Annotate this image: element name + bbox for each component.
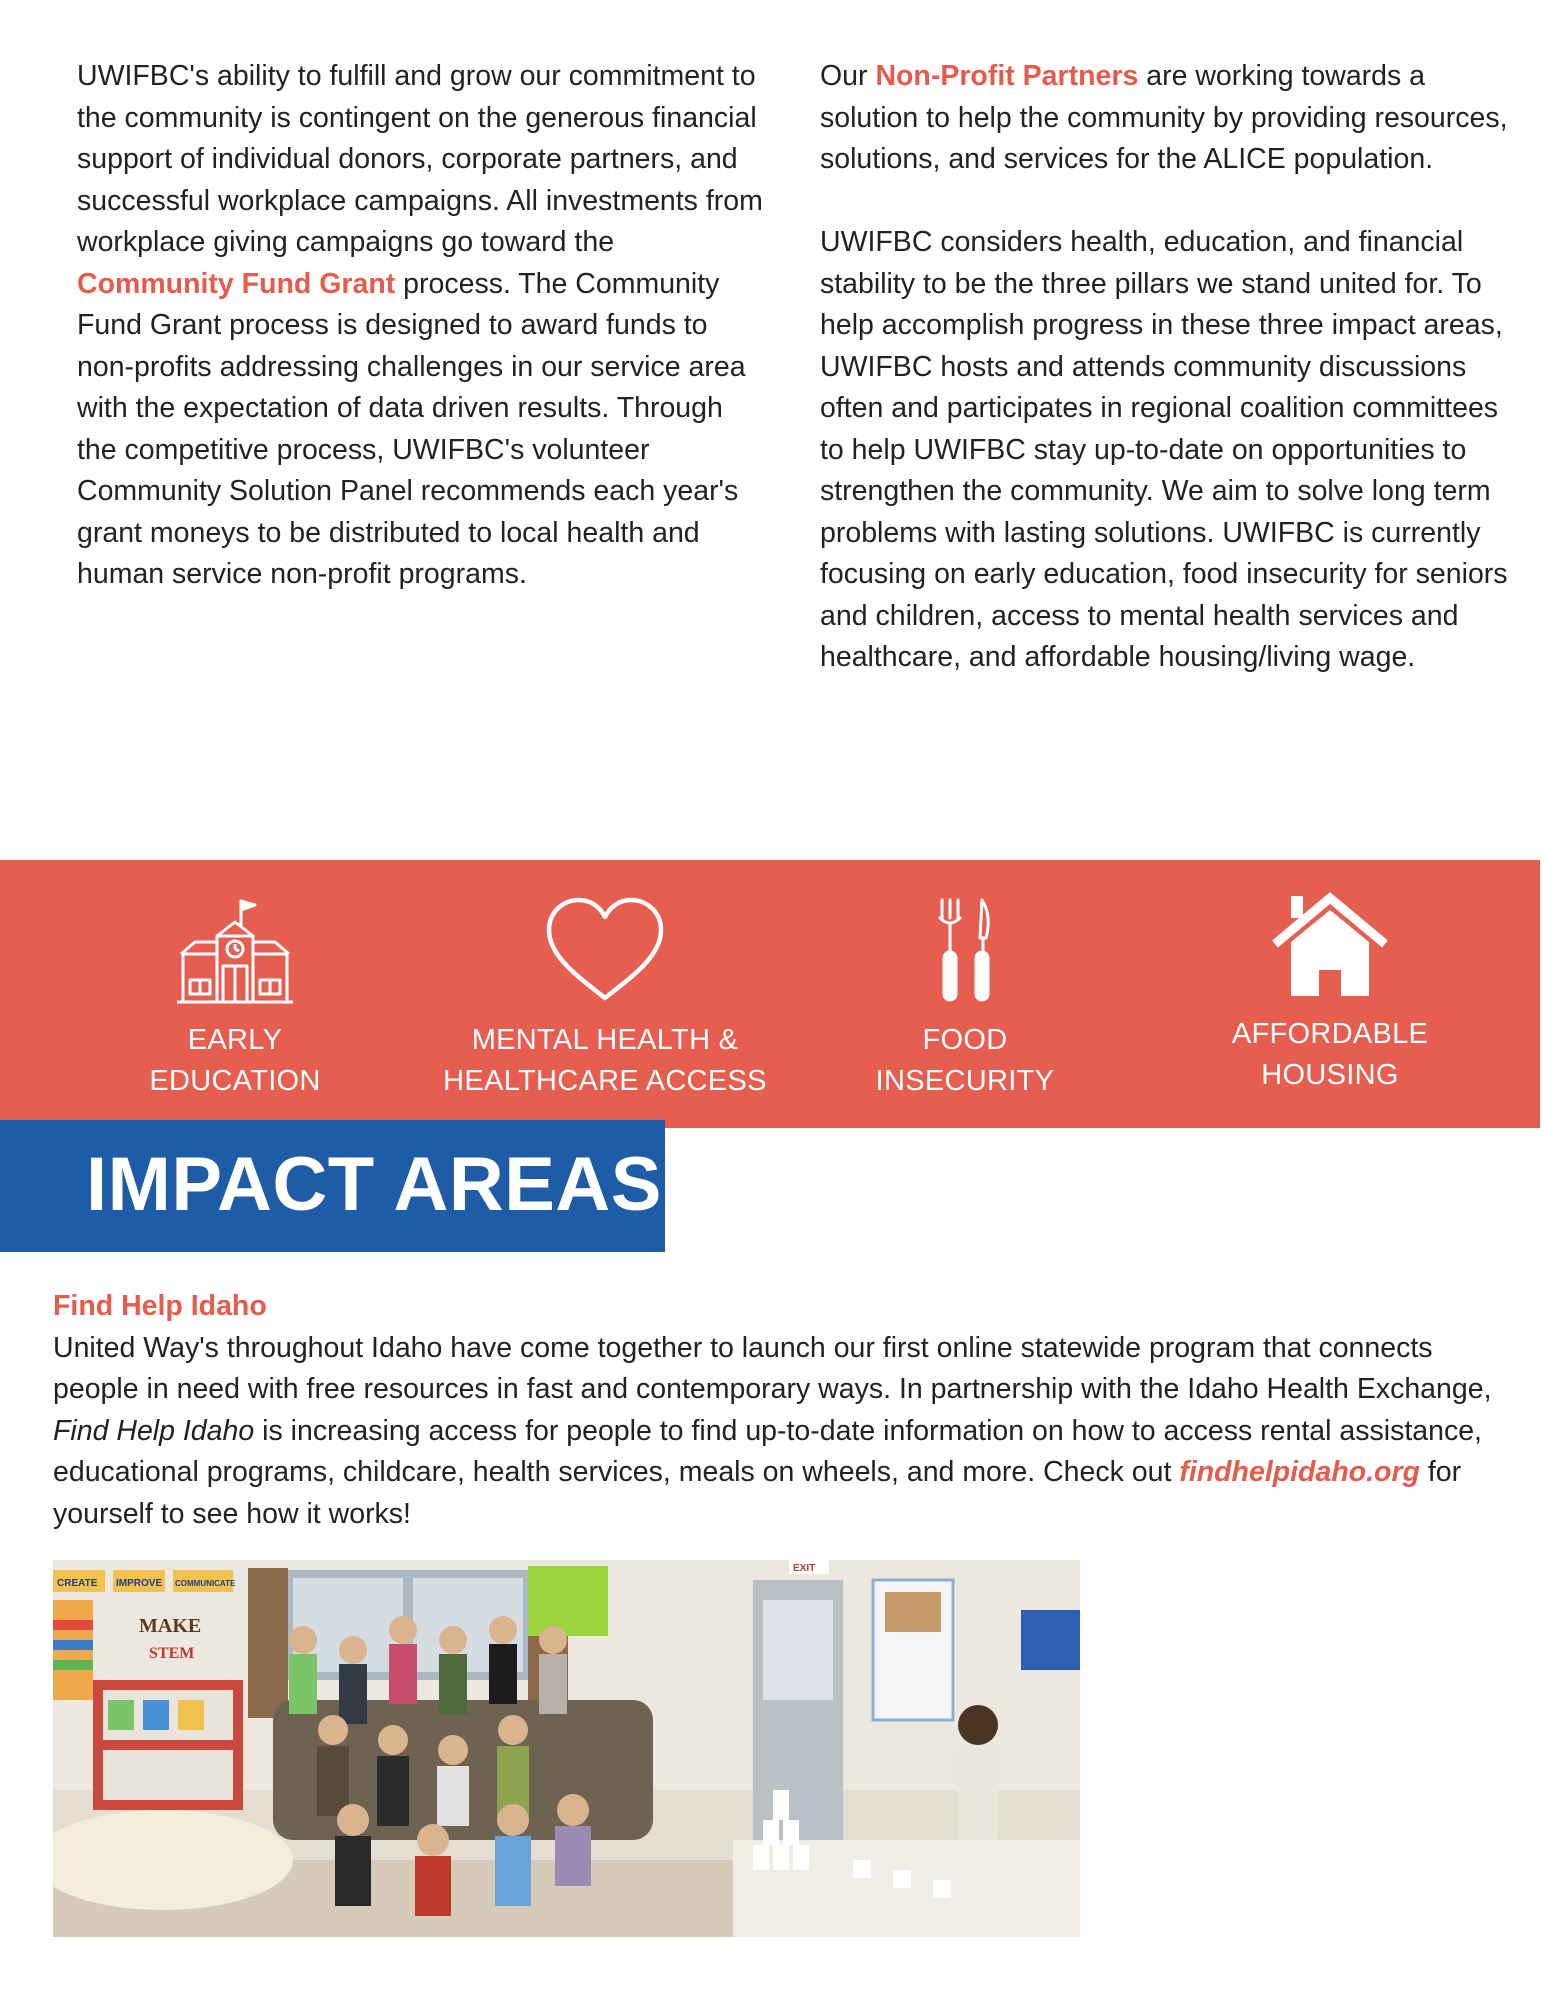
impact-area-food-insecurity [840,860,1090,1102]
impact-area-label-line2: INSECURITY [875,1065,1055,1097]
impact-area-label-line2: HEALTHCARE ACCESS [443,1065,767,1097]
find-help-paragraph: United Way's throughout Idaho have come together to launch our first online statewide program that connects people in need with free resources in fast and contemporary ways. In partnership with the Idaho Health Exchange, Find Help Idaho is increasing access for people to find up-to-date information on how to access rental assistance, educational programs, childcare, health services, meals on wheels, and more. Check out findhelpidaho.org for yourself to see how it works! [53,1331,1492,1530]
photo-sign-create: CREATE [57,1578,98,1589]
intro-right-paragraph-1: Our Non-Profit Partners are working towards a solution to help the community by providing resources, solutions, and services for the ALICE population. [820,60,1508,175]
impact-area-early-education [110,860,360,1102]
photo-sign-make: MAKE [139,1615,202,1637]
photo-sign-improve: IMPROVE [116,1578,163,1589]
impact-area-label-line1: FOOD [922,1024,1008,1056]
impact-areas-title: IMPACT AREAS [86,1142,662,1227]
school-icon [175,896,295,1006]
impact-area-label-line2: EDUCATION [149,1065,321,1097]
impact-area-mental-health [430,860,780,1102]
heart-icon [543,896,667,1006]
impact-area-label-line2: HOUSING [1261,1059,1399,1091]
photo-sign-stem: STEM [149,1645,195,1662]
photo-sign-exit: EXIT [793,1563,816,1574]
impact-area-label-line1: MENTAL HEALTH & [471,1024,739,1056]
non-profit-partners-link[interactable]: Non-Profit Partners [875,60,1139,92]
classroom-photo-illustration [53,1560,1080,1937]
intro-left-column [77,56,767,596]
find-help-heading: Find Help Idaho [53,1290,267,1322]
photo-sign-communicate: COMMUNICATE [175,1579,236,1588]
house-icon [1271,892,1389,1000]
intro-right-paragraph-2: UWIFBC considers health, education, and financial stability to be the three pillars we stand united for. To help accomplish progress in these three impact areas, UWIFBC hosts and attends community discussions often and participates in regional coalition committees to help UWIFBC stay up-to-date on opportunities to strengthen the community. We aim to solve long term problems with lasting solutions. UWIFBC is currently focusing on early education, food insecurity for seniors and children, access to mental health services and healthcare, and affordable housing/living wage. [820,226,1508,673]
intro-left-paragraph: UWIFBC's ability to fulfill and grow our commitment to the community is contingent on the generous financial support of individual donors, corporate partners, and successful workplace campaigns. All investments from workplace giving campaigns go toward the Community Fund Grant process. The Community Fund Grant process is designed to award funds to non-profits addressing challenges in our service area with the expectation of data driven results. Through the competitive process, UWIFBC's volunteer Community Solution Panel recommends each year's grant moneys to be distributed to local health and human service non-profit programs. [77,60,763,590]
find-help-section [53,1286,1493,1535]
find-help-idaho-italic: Find Help Idaho [53,1414,255,1447]
impact-area-affordable-housing [1205,860,1455,1096]
community-fund-grant-link[interactable]: Community Fund Grant [77,267,396,300]
fork-knife-icon [930,896,1000,1006]
intro-right-column [820,56,1510,679]
impact-area-label-line1: AFFORDABLE [1231,1018,1429,1050]
impact-areas-band [0,860,1540,1128]
classroom-photo [53,1560,1080,1937]
impact-area-label-line1: EARLY [187,1024,283,1056]
impact-areas-title-box [0,1120,665,1252]
findhelpidaho-link[interactable]: findhelpidaho.org [1179,1456,1420,1488]
